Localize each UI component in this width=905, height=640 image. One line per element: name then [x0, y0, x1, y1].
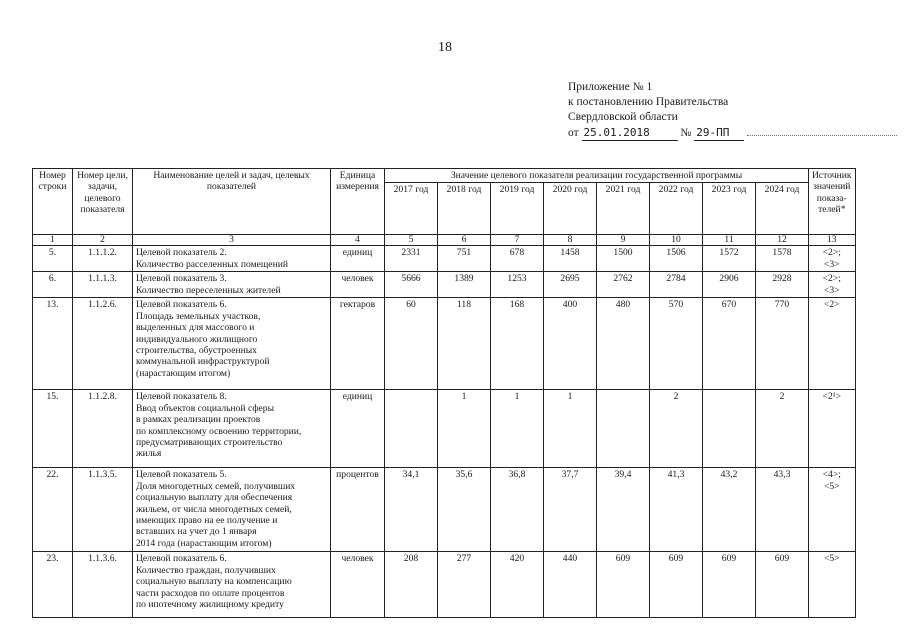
decree-date: 25.01.2018: [582, 125, 678, 141]
column-number: 10: [650, 235, 703, 246]
column-number: 2: [73, 235, 133, 246]
page-number: 18: [438, 40, 452, 55]
indicator-value: 2: [650, 390, 703, 468]
indicator-value: [703, 390, 756, 468]
indicator-value: 2784: [650, 272, 703, 298]
table-row: [33, 390, 856, 468]
row-number: 23.: [33, 552, 73, 618]
header-year-5: 2022 год: [650, 183, 703, 235]
table-row: [33, 246, 856, 272]
indicator-value: 2906: [703, 272, 756, 298]
indicator-value: 480: [597, 298, 650, 390]
indicator-value: 2695: [544, 272, 597, 298]
table-row: [33, 552, 856, 618]
indicator-source: <4>; <5>: [809, 468, 856, 552]
indicator-code: 1.1.2.6.: [73, 298, 133, 390]
decree-number: 29-ПП: [694, 125, 744, 141]
indicator-source: <2>; <3>: [809, 246, 856, 272]
header-year-2: 2019 год: [491, 183, 544, 235]
indicator-value: 1: [438, 390, 491, 468]
appendix-title: Приложение № 1: [568, 81, 653, 93]
indicator-value: 751: [438, 246, 491, 272]
indicator-code: 1.1.3.5.: [73, 468, 133, 552]
indicator-name: Целевой показатель 2. Количество расселенных помещений: [133, 246, 331, 272]
indicator-name: Целевой показатель 6. Количество граждан, получивших социальную выплату на компенсацию части расходов по оплате процентов по ипотечному жилищному кредиту: [133, 552, 331, 618]
indicator-unit: человек: [331, 272, 385, 298]
table-row: [33, 468, 856, 552]
row-number: 5.: [33, 246, 73, 272]
indicator-value: [385, 390, 438, 468]
header-year-7: 2024 год: [756, 183, 809, 235]
indicator-value: 1458: [544, 246, 597, 272]
column-number: 4: [331, 235, 385, 246]
column-number: 7: [491, 235, 544, 246]
date-line-tail: [747, 135, 897, 136]
indicator-value: 670: [703, 298, 756, 390]
indicator-value: 1389: [438, 272, 491, 298]
indicator-value: 2762: [597, 272, 650, 298]
indicator-value: 1572: [703, 246, 756, 272]
indicator-unit: процентов: [331, 468, 385, 552]
column-number: 12: [756, 235, 809, 246]
indicator-name: Целевой показатель 6. Площадь земельных участков, выделенных для массового и индивидуального жилищного строительства, обустроенных коммунальной инфраструктурой (нарастающим итогом): [133, 298, 331, 390]
indicator-unit: единиц: [331, 246, 385, 272]
header-year-6: 2023 год: [703, 183, 756, 235]
indicator-value: 118: [438, 298, 491, 390]
indicator-unit: единиц: [331, 390, 385, 468]
appendix-line-region: Свердловской области: [568, 111, 678, 123]
indicator-value: 37,7: [544, 468, 597, 552]
column-number: 5: [385, 235, 438, 246]
column-number: 13: [809, 235, 856, 246]
indicator-value: 1578: [756, 246, 809, 272]
indicator-value: 609: [650, 552, 703, 618]
appendix-date-line: [568, 125, 897, 141]
indicator-value: 1500: [597, 246, 650, 272]
indicator-name: Целевой показатель 3. Количество переселенных жителей: [133, 272, 331, 298]
table-row: [33, 272, 856, 298]
indicator-value: 43,3: [756, 468, 809, 552]
column-number: 11: [703, 235, 756, 246]
header-name: Наименование целей и задач, целевых показателей: [133, 169, 331, 235]
indicator-unit: человек: [331, 552, 385, 618]
indicator-value: 2928: [756, 272, 809, 298]
indicator-value: 609: [756, 552, 809, 618]
row-number: 22.: [33, 468, 73, 552]
indicator-name: Целевой показатель 5. Доля многодетных семей, получивших социальную выплату для обеспечения жильем, от числа многодетных семей, имеющих право на ее получение и вставших на учет до 1 января 2014 года (нарастающим итогом): [133, 468, 331, 552]
row-number: 6.: [33, 272, 73, 298]
indicator-source: <2¹>: [809, 390, 856, 468]
column-number: 9: [597, 235, 650, 246]
indicator-value: 2331: [385, 246, 438, 272]
indicator-value: 770: [756, 298, 809, 390]
indicator-value: 440: [544, 552, 597, 618]
indicator-value: 43,2: [703, 468, 756, 552]
indicator-value: 5666: [385, 272, 438, 298]
indicator-value: 36,8: [491, 468, 544, 552]
indicator-name: Целевой показатель 8. Ввод объектов социальной сферы в рамках реализации проектов по комплексному освоению территории, предусматривающих строительство жилья: [133, 390, 331, 468]
header-year-0: 2017 год: [385, 183, 438, 235]
indicator-value: [597, 390, 650, 468]
header-values-group: Значение целевого показателя реализации государственной программы: [385, 169, 809, 183]
indicator-value: 570: [650, 298, 703, 390]
header-year-1: 2018 год: [438, 183, 491, 235]
row-number: 15.: [33, 390, 73, 468]
indicator-source: <2>; <3>: [809, 272, 856, 298]
indicator-value: 609: [703, 552, 756, 618]
indicator-code: 1.1.2.8.: [73, 390, 133, 468]
indicator-value: 609: [597, 552, 650, 618]
indicator-value: 1: [544, 390, 597, 468]
indicator-value: 60: [385, 298, 438, 390]
column-number: 8: [544, 235, 597, 246]
header-goal-no: Номер цели, задачи, целевого показателя: [73, 169, 133, 235]
indicator-value: 1: [491, 390, 544, 468]
header-row-no: Номер строки: [33, 169, 73, 235]
appendix-header: [568, 80, 897, 141]
indicators-table: [32, 168, 856, 618]
header-year-3: 2020 год: [544, 183, 597, 235]
indicator-code: 1.1.1.3.: [73, 272, 133, 298]
indicator-code: 1.1.3.6.: [73, 552, 133, 618]
row-number: 13.: [33, 298, 73, 390]
table-row: [33, 298, 856, 390]
date-prefix: от: [568, 127, 579, 139]
column-number: 3: [133, 235, 331, 246]
indicator-value: 420: [491, 552, 544, 618]
indicator-value: 1506: [650, 246, 703, 272]
indicator-value: 34,1: [385, 468, 438, 552]
indicator-value: 39,4: [597, 468, 650, 552]
column-number: 6: [438, 235, 491, 246]
indicator-value: 208: [385, 552, 438, 618]
indicator-value: 1253: [491, 272, 544, 298]
indicator-value: 35,6: [438, 468, 491, 552]
indicator-value: 168: [491, 298, 544, 390]
indicator-source: <2>: [809, 298, 856, 390]
number-prefix: №: [680, 127, 692, 139]
indicator-value: 678: [491, 246, 544, 272]
indicator-value: 2: [756, 390, 809, 468]
header-source: Источник значений показа-телей*: [809, 169, 856, 235]
indicator-code: 1.1.1.2.: [73, 246, 133, 272]
indicator-value: 277: [438, 552, 491, 618]
appendix-line-decree: к постановлению Правительства: [568, 96, 729, 108]
indicator-value: 41,3: [650, 468, 703, 552]
indicator-value: 400: [544, 298, 597, 390]
header-year-4: 2021 год: [597, 183, 650, 235]
header-unit: Единица измерения: [331, 169, 385, 235]
indicator-source: <5>: [809, 552, 856, 618]
indicator-unit: гектаров: [331, 298, 385, 390]
column-number: 1: [33, 235, 73, 246]
